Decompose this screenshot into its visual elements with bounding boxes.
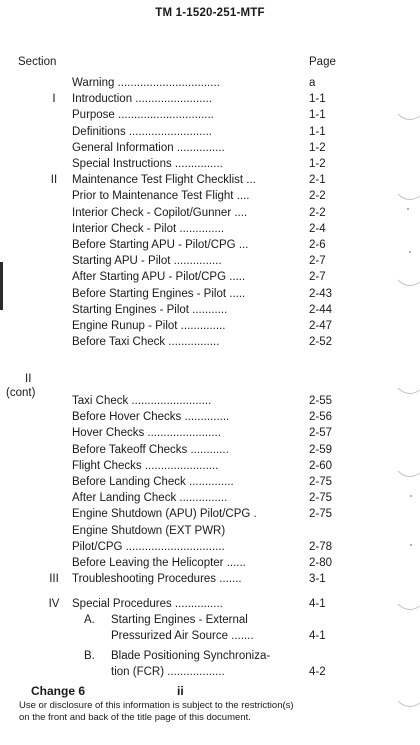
toc-row (0, 107, 400, 123)
binder-hole-mark (396, 276, 420, 290)
toc-entry-page: 2-80 (309, 557, 333, 569)
toc-entry-page: 1-2 (309, 158, 326, 170)
toc-row (0, 286, 400, 302)
toc-entry-title: Interior Check - Pilot .............. (72, 222, 225, 235)
toc-entry-title: Maintenance Test Flight Checklist ... (72, 174, 256, 187)
binder-hole-mark (396, 697, 420, 711)
toc-row (0, 458, 400, 474)
toc-entry-page: 2-43 (309, 287, 333, 300)
cont-label: (cont) (6, 387, 36, 399)
section-column-header: Section (18, 56, 57, 68)
toc-entry-title: After Starting APU - Pilot/CPG ..... (72, 271, 246, 284)
toc-entry-title: Before Starting Engines - Pilot ..... (72, 287, 246, 300)
toc-entry-page: 2-4 (309, 222, 326, 235)
toc-entry-title: Engine Runup - Pilot .............. (72, 320, 226, 332)
cont-numeral: II (25, 373, 32, 385)
toc-entry-title: Before Landing Check .............. (72, 476, 234, 488)
toc-entry-title: Before Hover Checks .............. (72, 411, 230, 424)
toc-entry-page: 2-1 (309, 174, 326, 187)
toc-entry-page: 1-1 (309, 125, 326, 138)
section-numeral: III (49, 573, 59, 585)
toc-entry-title: Taxi Check ......................... (72, 395, 212, 407)
toc-entry-page: 2-55 (309, 395, 333, 407)
toc-entry-page: 2-44 (309, 303, 333, 316)
sub-item-row (0, 628, 400, 644)
binder-hole-mark (396, 384, 420, 398)
toc-entry-page: 2-78 (309, 540, 333, 553)
sub-item-title-line-2: Pressurized Air Source ....... (111, 630, 254, 642)
speck (410, 544, 412, 546)
toc-entry-page: 2-57 (309, 427, 333, 440)
sub-item-title-line-1: Blade Positioning Synchroniza- (111, 650, 271, 662)
toc-row (0, 302, 400, 318)
toc-entry-page: 2-2 (309, 206, 326, 219)
speck (410, 495, 412, 497)
toc-row (0, 124, 400, 140)
sub-item-row (0, 612, 400, 628)
toc-entry-page: 2-47 (309, 320, 333, 332)
toc-row (0, 91, 400, 107)
toc-entry-title: Definitions .......................... (72, 125, 212, 138)
restriction-notice (19, 700, 359, 724)
toc-entry-title: Before Leaving the Helicopter ...... (72, 557, 246, 569)
toc-entry-title: Before Starting APU - Pilot/CPG ... (72, 239, 249, 251)
toc-entry-title: Warning ................................ (72, 77, 220, 89)
toc-entry-title: Interior Check - Copilot/Gunner .... (72, 206, 248, 219)
toc-entry-title: Flight Checks ....................... (72, 459, 219, 472)
toc-row (0, 188, 400, 204)
binder-hole-mark (396, 110, 420, 124)
toc-row (0, 506, 400, 522)
toc-entry-page: 1-1 (309, 109, 326, 122)
page-column-header: Page (309, 56, 336, 68)
toc-row (0, 571, 400, 587)
section-tab-marker (0, 262, 3, 310)
toc-entry-title: General Information ............... (72, 141, 225, 154)
toc-entry-title: Hover Checks ....................... (72, 427, 221, 440)
toc-entry-page: 2-56 (309, 411, 333, 424)
toc-entry-page: 2-59 (309, 443, 333, 456)
toc-entry-page: a (309, 77, 316, 89)
toc-entry-title: Troubleshooting Procedures ....... (72, 573, 242, 585)
change-label: Change 6 (31, 684, 86, 698)
toc-row (0, 75, 400, 91)
toc-entry-page: 2-75 (309, 476, 333, 488)
toc-entry-page: 4-1 (309, 630, 326, 642)
toc-row (0, 523, 400, 539)
toc-entry-title: Purpose .............................. (72, 109, 214, 122)
section-numeral: IV (48, 598, 60, 610)
section-numeral: I (52, 93, 56, 106)
toc-row (0, 474, 400, 490)
toc-entry-page: 3-1 (309, 573, 326, 585)
restriction-notice-line-2: on the front and back of the title page of this document. (19, 712, 251, 723)
toc-entry-title: Pilot/CPG ............................... (72, 540, 225, 553)
sub-item-row (0, 648, 400, 664)
speck (407, 208, 409, 210)
sub-item-letter: A. (84, 614, 95, 626)
toc-row (0, 425, 400, 441)
toc-entry-title: Before Taxi Check ................ (72, 336, 220, 349)
toc-row (0, 237, 400, 253)
toc-row (0, 205, 400, 221)
toc-entry-page: 1-2 (309, 141, 326, 154)
sub-item-title-line-1: Starting Engines - External (111, 614, 248, 626)
toc-entry-page: 2-75 (309, 508, 333, 521)
toc-row (0, 490, 400, 506)
toc-entry-page: 1-1 (309, 93, 326, 106)
toc-entry-title: Special Instructions ............... (72, 158, 223, 170)
toc-row (0, 555, 400, 571)
toc-row (0, 140, 400, 156)
toc-row (0, 442, 400, 458)
toc-entry-page: 2-60 (309, 459, 333, 472)
toc-row (0, 596, 400, 612)
toc-row (0, 172, 400, 188)
toc-row (0, 253, 400, 269)
toc-entry-title: Engine Shutdown (APU) Pilot/CPG . (72, 508, 257, 521)
toc-row (0, 156, 400, 172)
toc-entry-title: Starting Engines - Pilot ........... (72, 303, 228, 316)
toc-entry-title: Before Takeoff Checks ............ (72, 443, 229, 456)
toc-entry-title: Introduction ........................ (72, 93, 212, 106)
toc-row (0, 221, 400, 237)
toc-entry-page: 2-75 (309, 492, 333, 505)
toc-row (0, 393, 400, 409)
toc-entry-title: Starting APU - Pilot ............... (72, 255, 222, 268)
toc-entry-page: 2-6 (309, 239, 326, 251)
restriction-notice-line-1: Use or disclosure of this information is subject to the restriction(s) (19, 700, 294, 711)
sub-item-title-line-2: tion (FCR) .................. (111, 666, 225, 678)
toc-row (0, 269, 400, 285)
toc-row (0, 334, 400, 350)
section-numeral: II (50, 174, 58, 187)
binder-hole-mark (396, 600, 420, 614)
toc-entry-title: After Landing Check ............... (72, 492, 228, 505)
toc-row (0, 539, 400, 555)
toc-row (0, 409, 400, 425)
toc-entry-title: Prior to Maintenance Test Flight .... (72, 190, 250, 203)
toc-entry-page: 2-7 (309, 255, 326, 268)
toc-entry-title: Engine Shutdown (EXT PWR) (72, 524, 226, 537)
toc-entry-page: 2-2 (309, 190, 326, 203)
toc-entry-page: 2-7 (309, 271, 326, 284)
toc-entry-page: 2-52 (309, 336, 333, 349)
toc-entry-title: Special Procedures ............... (72, 598, 223, 610)
page-number: ii (177, 684, 184, 698)
sub-item-row (0, 664, 400, 680)
binder-hole-mark (396, 467, 420, 481)
speck (409, 251, 411, 253)
toc-entry-page: 4-2 (309, 666, 326, 678)
toc-row (0, 318, 400, 334)
toc-entry-page: 4-1 (309, 598, 326, 610)
document-id: TM 1-1520-251-MTF (155, 7, 265, 19)
binder-hole-mark (396, 190, 420, 204)
sub-item-letter: B. (84, 650, 95, 662)
